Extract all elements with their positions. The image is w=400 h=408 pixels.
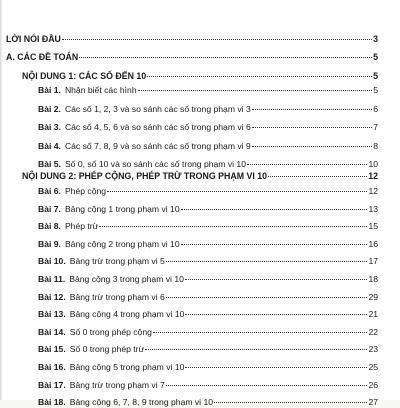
lesson-number: Bài 11. <box>38 274 66 284</box>
toc-entry-lesson[interactable] <box>38 292 378 303</box>
toc-entry-content-1[interactable] <box>22 71 378 82</box>
lesson-number: Bài 15. <box>38 344 66 355</box>
toc-entry-title: NỘI DUNG 2: PHÉP CỘNG, PHÉP TRỪ TRONG PHẠM VI 10 <box>22 171 268 181</box>
toc-entry-lesson[interactable] <box>38 239 378 250</box>
dot-leader <box>247 164 367 165</box>
toc-entry-lesson[interactable] <box>38 327 378 338</box>
dot-leader <box>166 385 368 386</box>
toc-entry-lesson[interactable] <box>38 85 378 96</box>
lesson-number: Bài 5. <box>38 159 61 170</box>
lesson-number: Bài 12. <box>38 291 66 302</box>
toc-entry-page: 5 <box>373 71 378 81</box>
lesson-number: Bài 7. <box>38 203 61 214</box>
toc-entry-lesson[interactable] <box>38 159 378 170</box>
lesson-number: Bài 9. <box>38 238 61 249</box>
lesson-number: Bài 8. <box>38 221 61 232</box>
lesson-number: Bài 10. <box>38 256 66 267</box>
toc-entry-title: LỜI NÓI ĐẦU <box>6 34 61 44</box>
lesson-number: Bài 16. <box>38 362 66 372</box>
lesson-title: Số 0, số 10 và so sánh các số trong phạm vi 10 <box>64 159 246 170</box>
toc-entry-page: 5 <box>373 52 378 62</box>
lesson-title: Bảng trừ trong phạm vi 7 <box>69 379 165 390</box>
dot-leader <box>145 349 367 350</box>
lesson-title: Bảng cộng 1 trong phạm vi 10 <box>64 203 180 214</box>
dot-leader <box>185 367 367 368</box>
dot-leader <box>166 261 368 262</box>
lesson-number: Bài 17. <box>38 379 66 390</box>
dot-leader <box>99 226 367 227</box>
lesson-title: Bảng cộng 3 trong phạm vi 10 <box>69 274 184 284</box>
lesson-number: Bài 18. <box>38 397 66 408</box>
lesson-page: 26 <box>368 379 378 390</box>
toc-entry-lesson[interactable] <box>38 256 378 267</box>
toc-entry-lesson[interactable] <box>38 380 378 391</box>
lesson-title: Bảng trừ trong phạm vi 5 <box>69 256 165 267</box>
lesson-page: 7 <box>373 122 378 133</box>
lesson-title: Phép cộng <box>64 186 107 196</box>
toc-entry-lesson[interactable] <box>38 104 378 115</box>
lesson-page: 27 <box>368 397 378 408</box>
lesson-title: Phép trừ <box>64 221 99 232</box>
lesson-page: 18 <box>368 274 378 284</box>
toc-entry-preface[interactable] <box>6 34 378 45</box>
toc-entry-title: NỘI DUNG 1: CÁC SỐ ĐẾN 10 <box>22 71 147 81</box>
toc-entry-lesson[interactable] <box>38 221 378 232</box>
lesson-number: Bài 3. <box>38 122 61 133</box>
lesson-number: Bài 13. <box>38 309 66 320</box>
toc-entry-section-a[interactable] <box>6 52 378 63</box>
lesson-title: Bảng cộng 6, 7, 8, 9 trong phạm vi 10 <box>69 397 214 408</box>
toc-entry-content-2[interactable] <box>22 171 378 182</box>
lesson-number: Bài 4. <box>38 140 61 151</box>
toc-entry-lesson[interactable] <box>38 362 378 373</box>
lesson-title: Các số 1, 2, 3 và so sánh các số trong phạm vi 3 <box>64 103 251 114</box>
dot-leader <box>147 76 372 77</box>
lesson-page: 8 <box>373 140 378 151</box>
dot-leader <box>214 402 367 403</box>
dot-leader <box>181 244 368 245</box>
lesson-page: 22 <box>368 326 378 337</box>
lesson-page: 5 <box>373 85 378 95</box>
lesson-page: 10 <box>368 159 378 170</box>
lesson-page: 21 <box>368 309 378 320</box>
dot-leader <box>252 146 372 147</box>
lesson-number: Bài 14. <box>38 326 66 337</box>
lesson-page: 25 <box>368 362 378 372</box>
toc-entry-lesson[interactable] <box>38 344 378 355</box>
toc-entry-lesson[interactable] <box>38 186 378 197</box>
lesson-page: 23 <box>368 344 378 355</box>
toc-entry-page: 12 <box>368 171 378 181</box>
dot-leader <box>181 209 368 210</box>
lesson-page: 15 <box>368 221 378 232</box>
dot-leader <box>252 127 372 128</box>
dot-leader <box>268 176 367 177</box>
lesson-page: 17 <box>368 256 378 267</box>
lesson-title: Các số 7, 8, 9 và so sánh các số trong phạm vi 9 <box>64 140 251 151</box>
toc-entry-lesson[interactable] <box>38 141 378 152</box>
dot-leader <box>252 109 372 110</box>
toc-entry-lesson[interactable] <box>38 122 378 133</box>
lesson-title: Bảng cộng 5 trong phạm vi 10 <box>69 362 185 372</box>
lesson-title: Các số 4, 5, 6 và so sánh các số trong phạm vi 6 <box>64 122 251 133</box>
lesson-title: Số 0 trong phép cộng <box>69 326 152 337</box>
lesson-page: 29 <box>368 291 378 302</box>
toc-entry-lesson[interactable] <box>38 274 378 285</box>
lesson-number: Bài 6. <box>38 186 61 196</box>
lesson-title: Bảng trừ trong phạm vi 6 <box>69 291 165 302</box>
lesson-title: Bảng cộng 4 trong phạm vi 10 <box>69 309 185 320</box>
dot-leader <box>79 57 372 58</box>
lesson-page: 13 <box>368 203 378 214</box>
dot-leader <box>107 191 367 192</box>
toc-entry-lesson[interactable] <box>38 204 378 215</box>
lesson-page: 16 <box>368 238 378 249</box>
dot-leader <box>62 39 372 40</box>
dot-leader <box>185 279 368 280</box>
dot-leader <box>166 297 368 298</box>
dot-leader <box>185 314 367 315</box>
lesson-number: Bài 2. <box>38 103 61 114</box>
lesson-title: Nhận biết các hình <box>64 85 137 95</box>
lesson-title: Bảng cộng 2 trong phạm vi 10 <box>64 238 180 249</box>
toc-entry-lesson[interactable] <box>38 309 378 320</box>
lesson-page: 6 <box>373 103 378 114</box>
lesson-number: Bài 1. <box>38 85 61 95</box>
toc-entry-title: A. CÁC ĐỀ TOÁN <box>6 52 79 62</box>
lesson-title: Số 0 trong phép trừ <box>69 344 145 355</box>
dot-leader <box>138 90 373 91</box>
dot-leader <box>153 332 368 333</box>
lesson-page: 12 <box>368 186 378 196</box>
toc-entry-page: 3 <box>373 34 378 44</box>
toc-entry-lesson[interactable] <box>38 397 378 408</box>
